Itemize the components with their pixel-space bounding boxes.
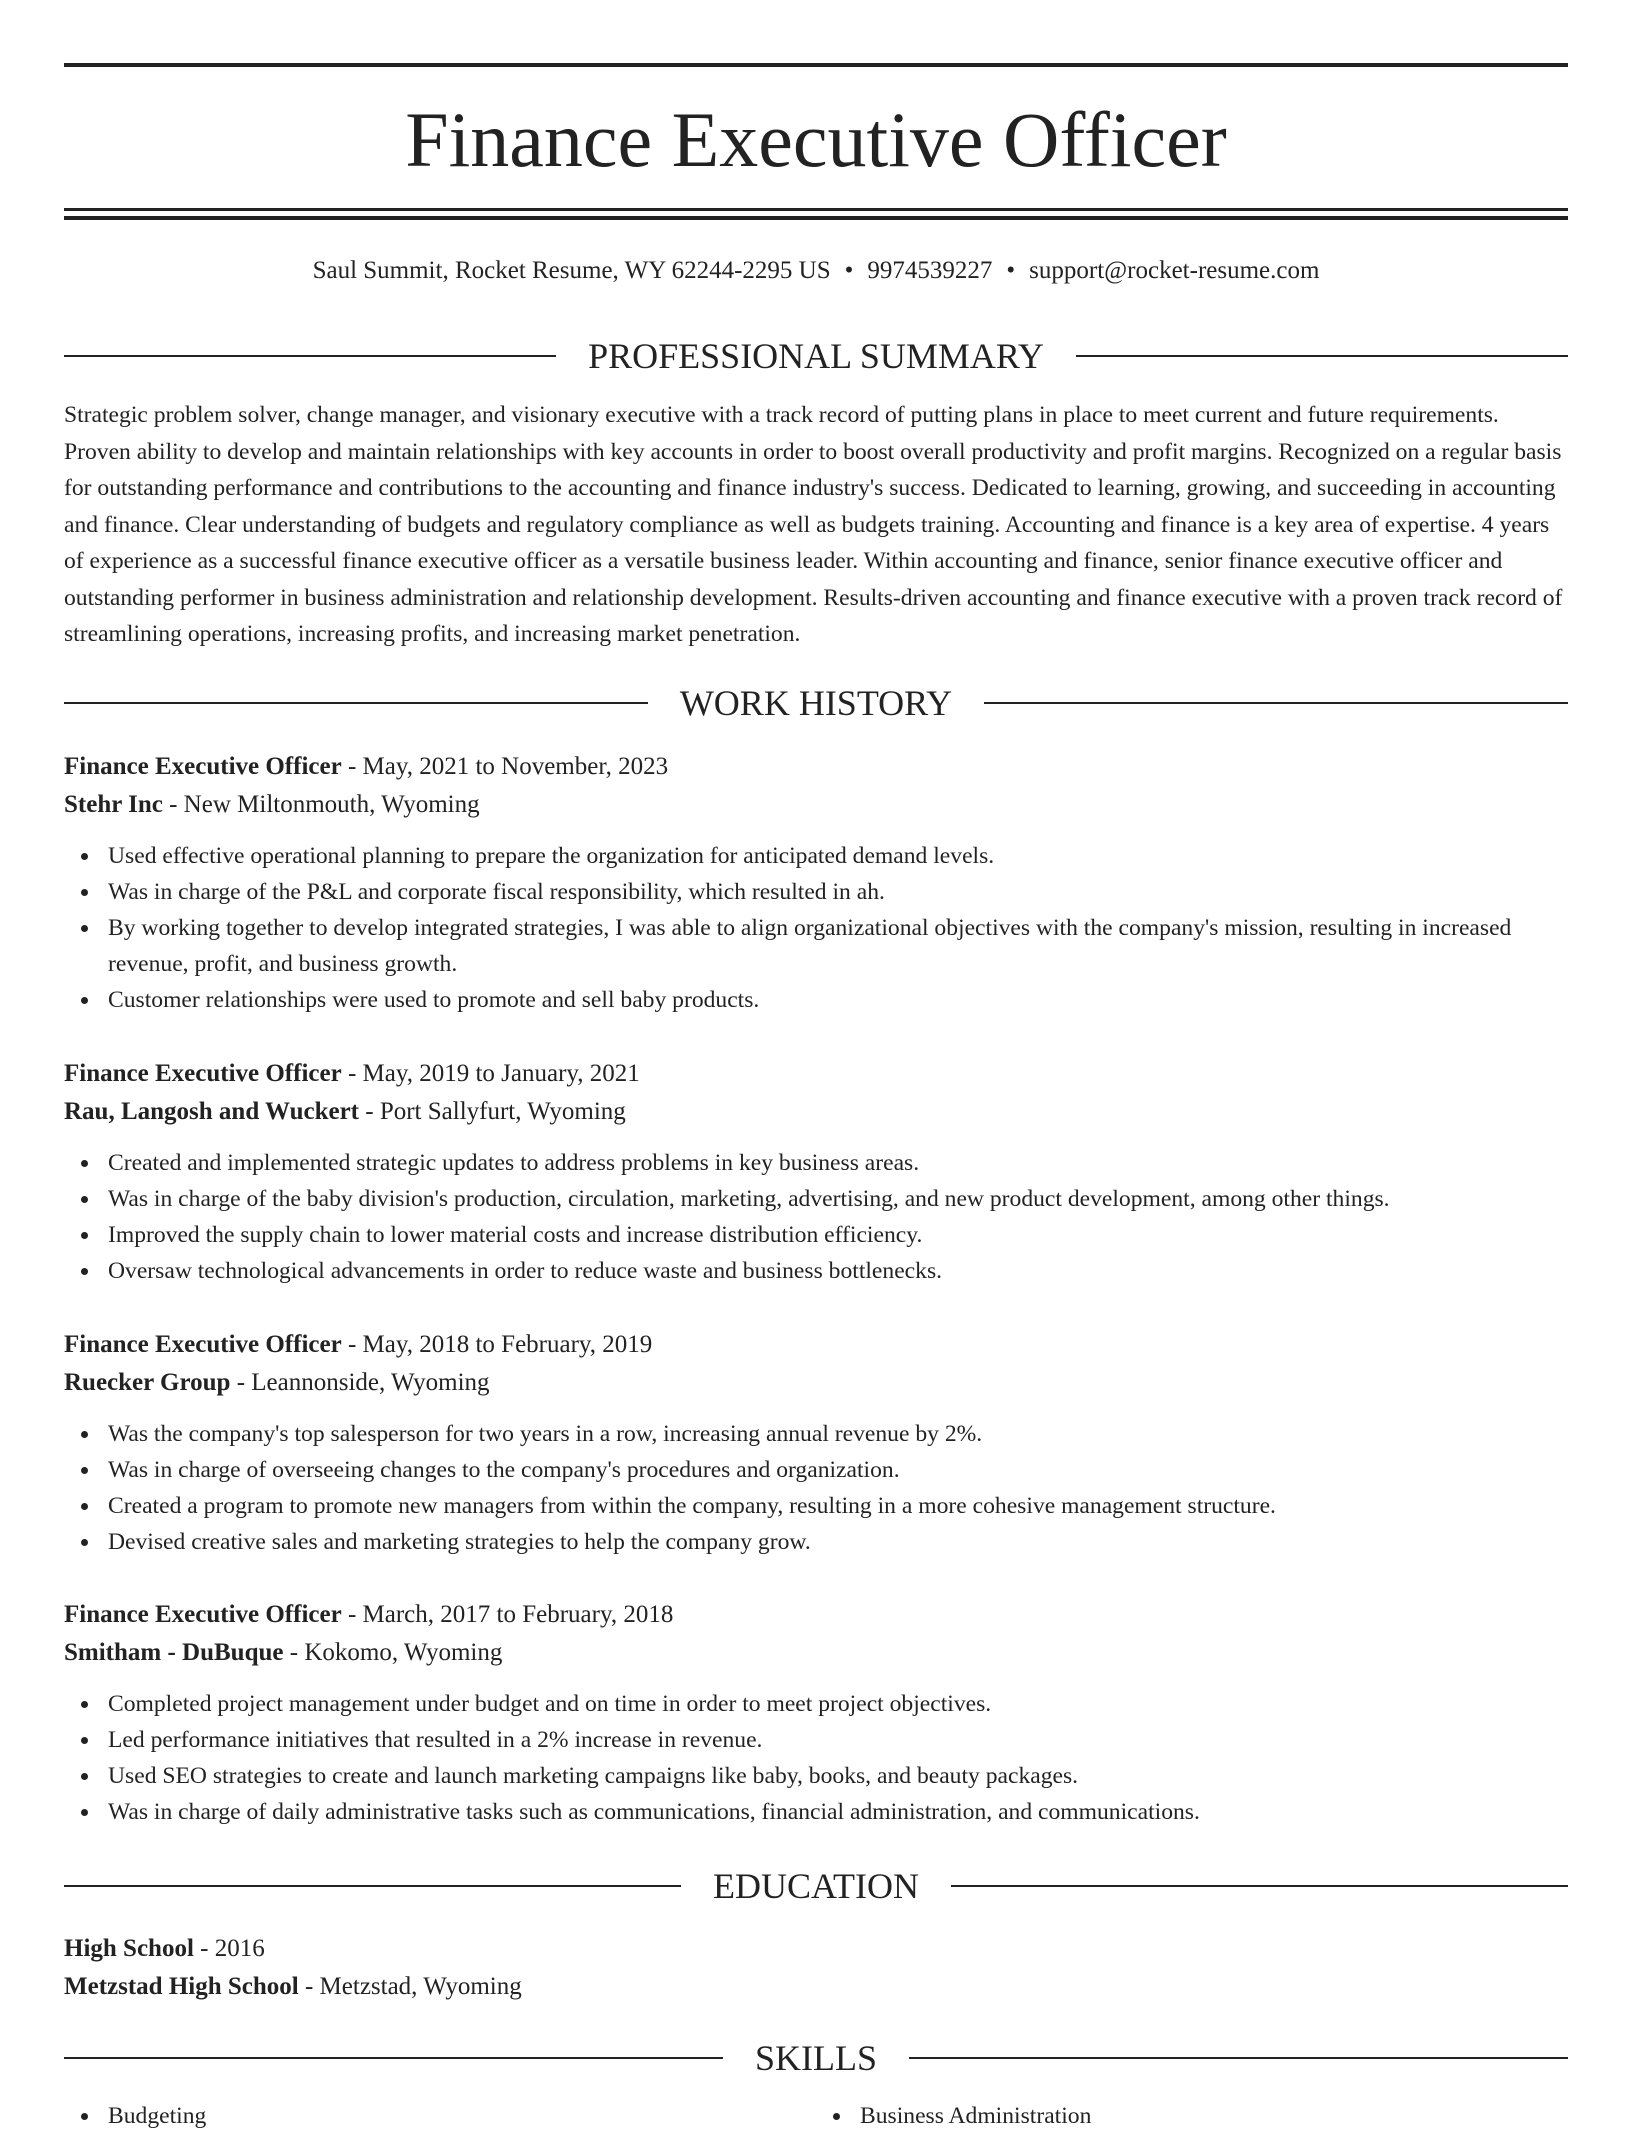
education-school-line [64,1968,1568,2006]
job-bullet: Used effective operational planning to prepare the organization for anticipated demand levels. [108,838,1568,874]
top-rule [64,63,1568,67]
education-school: Metzstad High School [64,1973,299,2000]
section-header-education [64,1864,1568,1908]
job-bullet: Used SEO strategies to create and launch marketing campaigns like baby, books, and beauty packages. [108,1758,1568,1794]
skill-item: Business Administration [860,2098,1568,2134]
job-bullet: Was in charge of overseeing changes to the company's procedures and organization. [108,1452,1568,1488]
job-bullets [64,1416,1568,1560]
section-title-skills: SKILLS [755,2038,878,2078]
job-entry [64,1596,1568,1830]
contact-separator: • [844,257,854,284]
contact-address: Saul Summit, Rocket Resume, WY 62244-2295 US [312,257,831,284]
job-company-line [64,1093,1568,1131]
skill-item: Budgeting [108,2098,816,2134]
contact-phone: 9974539227 [867,257,993,284]
job-bullet: Devised creative sales and marketing strategies to help the company grow. [108,1524,1568,1560]
job-dates: - May, 2018 to February, 2019 [341,1331,653,1358]
job-company-line [64,1634,1568,1672]
job-location: - Port Sallyfurt, Wyoming [359,1098,626,1125]
section-rule [64,2057,723,2059]
job-bullet: Improved the supply chain to lower material costs and increase distribution efficiency. [108,1217,1568,1253]
job-bullet: Completed project management under budget and on time in order to meet project objectives. [108,1686,1568,1722]
section-rule [1076,355,1568,357]
job-bullet: Was in charge of daily administrative tasks such as communications, financial administration, and communications. [108,1794,1568,1830]
education-year: - 2016 [193,1935,265,1962]
job-entry [64,1055,1568,1289]
job-entry [64,748,1568,1018]
job-company-line [64,1364,1568,1402]
job-company: Rau, Langosh and Wuckert [64,1098,359,1125]
job-location: - New Miltonmouth, Wyoming [162,791,480,818]
section-rule [951,1885,1568,1887]
section-rule [909,2057,1568,2059]
section-rule [64,1885,681,1887]
job-role: Finance Executive Officer [64,753,342,780]
job-bullet: Created a program to promote new managers from within the company, resulting in a more cohesive management structure. [108,1488,1568,1524]
summary-paragraph: Strategic problem solver, change manager, and visionary executive with a track record of putting plans in place to meet current and future requirements. Proven ability to develop and maintain relationships with key accounts in order to boost overall productivity and profit margins. Recognized on a regular basis for outstanding performance and contributions to the accounting and finance industry's success. Dedicated to learning, growing, and succeeding in accounting and finance. Clear understanding of budgets and regulatory compliance as well as budgets training. Accounting and finance is a key area of expertise. 4 years of experience as a successful finance executive officer as a versatile business leader. Within accounting and finance, senior finance executive officer and outstanding performer in business administration and relationship development. Results-driven accounting and finance executive with a proven track record of streamlining operations, increasing profits, and increasing market penetration. [64,402,1563,647]
education-degree-line [64,1930,1568,1968]
job-title-line [64,748,1568,786]
job-bullet: Created and implemented strategic updates to address problems in key business areas. [108,1145,1568,1181]
job-bullets [64,1686,1568,1830]
section-rule [984,702,1568,704]
job-bullet: By working together to develop integrated strategies, I was able to align organizational objectives with the company's mission, resulting in increased revenue, profit, and business growth. [108,910,1568,982]
contact-separator: • [1006,257,1016,284]
contact-email: support@rocket-resume.com [1029,257,1320,284]
section-rule [64,702,648,704]
job-dates: - May, 2021 to November, 2023 [341,753,669,780]
section-rule [64,355,556,357]
job-company: Smitham - DuBuque [64,1639,284,1666]
education-degree: High School [64,1935,194,1962]
contact-line [64,254,1568,288]
section-title-work: WORK HISTORY [679,683,953,723]
title-rule-upper [64,208,1568,211]
job-bullets [64,838,1568,1018]
job-title-line [64,1055,1568,1093]
education-entry [64,1930,1568,2006]
job-role: Finance Executive Officer [64,1331,342,1358]
job-company: Ruecker Group [64,1369,231,1396]
job-bullet: Was in charge of the baby division's production, circulation, marketing, advertising, and new product development, among other things. [108,1181,1568,1217]
job-company: Stehr Inc [64,791,163,818]
section-header-skills [64,2036,1568,2080]
job-location: - Leannonside, Wyoming [230,1369,490,1396]
skills-list [64,2098,1568,2134]
job-role: Finance Executive Officer [64,1601,342,1628]
job-bullet: Led performance initiatives that resulted in a 2% increase in revenue. [108,1722,1568,1758]
job-bullet: Was in charge of the P&L and corporate fiscal responsibility, which resulted in ah. [108,874,1568,910]
job-title-line [64,1326,1568,1364]
skills-column-right [816,2098,1568,2134]
skills-column-left [64,2098,816,2134]
section-header-summary [64,334,1568,378]
job-company-line [64,786,1568,824]
job-bullet: Oversaw technological advancements in order to reduce waste and business bottlenecks. [108,1253,1568,1289]
section-title-summary: PROFESSIONAL SUMMARY [588,336,1044,376]
title-rule-lower [64,216,1568,220]
job-role: Finance Executive Officer [64,1060,342,1087]
section-title-education: EDUCATION [713,1866,919,1906]
job-dates: - May, 2019 to January, 2021 [341,1060,640,1087]
education-location: - Metzstad, Wyoming [298,1973,522,2000]
job-bullets [64,1145,1568,1289]
job-bullet: Customer relationships were used to promote and sell baby products. [108,982,1568,1018]
job-location: - Kokomo, Wyoming [283,1639,503,1666]
job-title-line [64,1596,1568,1634]
resume-title: Finance Executive Officer [405,96,1227,183]
job-dates: - March, 2017 to February, 2018 [341,1601,674,1628]
section-header-work [64,681,1568,725]
job-entry [64,1326,1568,1560]
job-bullet: Was the company's top salesperson for two years in a row, increasing annual revenue by 2%. [108,1416,1568,1452]
